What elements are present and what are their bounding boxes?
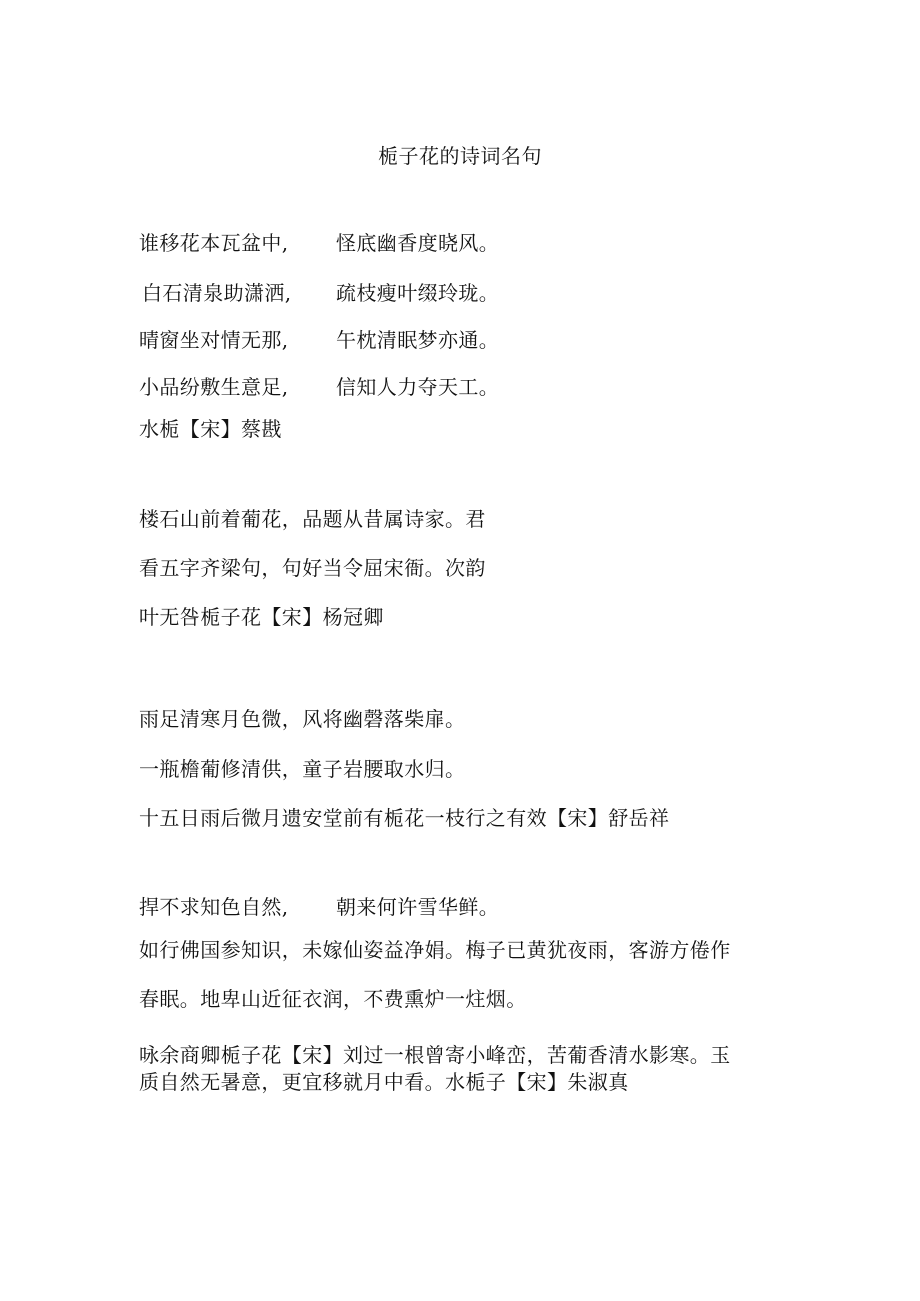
poem1-line-2 <box>142 280 499 306</box>
poem1-line-1-first-half: 谁移花本瓦盆中, <box>139 231 289 255</box>
poem4-couplet-first-half: 捍不求知色自然, <box>139 895 289 919</box>
poem4-line-2: 春眠。地卑山近征衣润，不费熏炉一炷烟。 <box>139 987 527 1011</box>
poem4-line-3: 咏余商卿栀子花【宋】刘过一根曾寄小峰峦，苦葡香清水影寒。玉 <box>139 1043 731 1067</box>
poem1-line-4-second-half: 信知人力夺天工。 <box>336 375 500 399</box>
poem1-line-4-first-half: 小品纷敷生意足, <box>139 375 289 399</box>
poem1-line-3-second-half: 午枕清眠梦亦通。 <box>336 328 500 352</box>
poem1-line-3-first-half: 晴窗坐对情无那, <box>139 328 289 352</box>
poem1-line-4 <box>139 374 499 400</box>
poem1-line-3 <box>139 327 499 353</box>
poem4-couplet <box>139 894 499 920</box>
poem2-line-2: 看五字齐梁句，句好当令屈宋衙。次韵 <box>139 556 486 580</box>
poem2-line-1: 楼石山前着葡花，品题从昔属诗家。君 <box>139 507 486 531</box>
poem4-line-1: 如行佛国参知识，未嫁仙姿益净娟。梅子已黄犹夜雨，客游方倦作 <box>139 938 731 962</box>
poem1-line-2-second-half: 疏枝瘦叶缀玲珑。 <box>336 281 500 305</box>
poem1-attribution: 水栀【宋】蔡戡 <box>139 417 282 441</box>
poem3-line-2: 一瓶檐葡修清供，童子岩腰取水归。 <box>139 757 466 781</box>
poem1-line-1 <box>139 230 499 256</box>
poem3-line-3: 十五日雨后微月遗安堂前有栀花一枝行之有效【宋】舒岳祥 <box>139 806 670 830</box>
poem1-line-1-second-half: 怪底幽香度晓风。 <box>336 231 500 255</box>
poem4-line-4: 质自然无暑意，更宜移就月中看。水栀子【宋】朱淑真 <box>139 1070 629 1094</box>
poem3-line-1: 雨足清寒月色微，风将幽磬落柴扉。 <box>139 707 466 731</box>
poem2-line-3: 叶无咎栀子花【宋】杨冠卿 <box>139 605 384 629</box>
document-title: 栀子花的诗词名句 <box>378 144 542 168</box>
poem1-line-2-first-half: 白石清泉助潇洒, <box>142 281 292 305</box>
poem4-couplet-second-half: 朝来何许雪华鲜。 <box>336 895 500 919</box>
